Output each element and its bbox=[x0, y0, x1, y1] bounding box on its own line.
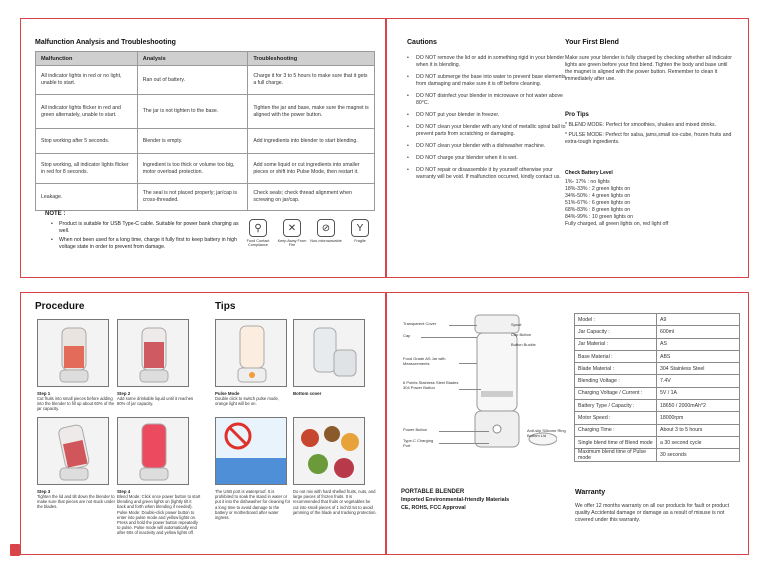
product-info bbox=[401, 489, 509, 511]
callout-cap: Cap bbox=[403, 333, 411, 338]
step1-image bbox=[37, 319, 109, 387]
callout-spout: Spout bbox=[511, 322, 522, 327]
troubleshooting-table bbox=[35, 51, 375, 211]
note-list bbox=[51, 221, 241, 253]
troubleshooting-panel bbox=[20, 18, 386, 278]
table-row bbox=[36, 95, 375, 129]
waterproof-caption bbox=[215, 489, 293, 520]
step2-image bbox=[117, 319, 189, 387]
step4-caption bbox=[117, 489, 201, 536]
battery-item: 34%-50% : 4 green lights on bbox=[565, 193, 631, 199]
table-cell: All indicator lights flicker in red and green alternately, unable to start. bbox=[36, 95, 138, 129]
step-title: Step 1 bbox=[37, 391, 51, 396]
spec-row bbox=[575, 436, 740, 448]
spec-row bbox=[575, 387, 740, 399]
first-blend-text: Make sure your blender is fully charged by checking whether all indicator lights are green before your first blend. Tighten the body and base until the magnet is aligned with the power button. Remember to clean it immediately after use. bbox=[565, 55, 732, 82]
blender-illustration bbox=[38, 418, 109, 485]
spec-label: Model : bbox=[575, 314, 657, 326]
spec-row bbox=[575, 375, 740, 387]
spec-value: 18650 / 2000mAh*2 bbox=[657, 400, 740, 412]
table-cell: All indicator lights in red or no light, unable to start. bbox=[36, 66, 138, 95]
bottom-cover-image bbox=[293, 319, 365, 387]
blender-illustration bbox=[216, 320, 287, 387]
callout-lid: Transparent Cover bbox=[403, 321, 437, 326]
waterproof-image bbox=[215, 417, 287, 485]
food-contact-symbol bbox=[241, 219, 275, 248]
symbol-label: Keep Away From Fire bbox=[277, 239, 307, 248]
table-cell: Ran out of battery. bbox=[137, 66, 248, 95]
note-item: • When not been used for a long time, charge it fully first to keep battery in high voltage state in order to prevent from damage. bbox=[51, 237, 241, 251]
spec-label: Blade Material : bbox=[575, 363, 657, 375]
spec-value: 30 seconds bbox=[657, 449, 740, 462]
spec-row bbox=[575, 449, 740, 462]
step3-image bbox=[37, 417, 109, 485]
troubleshooting-title: Malfunction Analysis and Troubleshooting bbox=[35, 39, 176, 46]
caution-item: • DO NOT remove the lid or add in something rigid in your blender when it is blending. bbox=[407, 55, 567, 69]
spec-row bbox=[575, 338, 740, 350]
col-header-analysis: Analysis bbox=[137, 52, 248, 66]
keep-away-from-fire-icon: ✕ bbox=[283, 219, 301, 237]
callout-ring: Anti-slip Silicone Ring Bottom Lid bbox=[527, 428, 566, 438]
specifications-panel bbox=[386, 292, 749, 555]
step4-image bbox=[117, 417, 189, 485]
spec-row bbox=[575, 363, 740, 375]
spec-value: 600ml bbox=[657, 326, 740, 338]
spec-label: Base Material : bbox=[575, 350, 657, 362]
step-title: Step 3 bbox=[37, 489, 51, 494]
cautions-list bbox=[407, 55, 567, 186]
table-cell: The seal is not placed properly; jar/cap is cross-threaded. bbox=[137, 184, 248, 211]
warranty-text: We offer 12 months warranty on all our products for fault or product quality Accidental damage or damage as a result of misuse is not covered under this warranty. bbox=[575, 503, 730, 523]
caution-item: • DO NOT clean your blender with a dishwasher machine. bbox=[407, 143, 567, 150]
ingredients-image bbox=[293, 417, 365, 485]
food-contact-icon: ⚲ bbox=[249, 219, 267, 237]
step3-caption bbox=[37, 489, 115, 510]
spec-value: AS bbox=[657, 338, 740, 350]
spec-label: Jar Material : bbox=[575, 338, 657, 350]
spec-value: 5V / 1A bbox=[657, 387, 740, 399]
spec-value: 304 Stainless Steel bbox=[657, 363, 740, 375]
spec-table bbox=[574, 313, 740, 462]
table-cell: Stop working after 5 seconds. bbox=[36, 129, 138, 154]
step-title: Step 4 bbox=[117, 489, 131, 494]
table-cell: Add some liquid or cut ingredients into smaller pieces or shift into Pulse Mode, then restart it. bbox=[248, 154, 375, 184]
callout-power: Power Button bbox=[403, 427, 428, 432]
table-cell: Blender is empty. bbox=[137, 129, 248, 154]
caution-item: • DO NOT submerge the base into water to prevent base elements from damaging and make sure it is off before cleaning. bbox=[407, 74, 567, 88]
spec-label: Motor Speed : bbox=[575, 412, 657, 424]
spec-value: a 30 second cycle bbox=[657, 436, 740, 448]
product-materials: Imported Environmental-friendly Materials bbox=[401, 497, 510, 503]
step-text: Cut fruits into small pieces before adding into the blender to fill up about 60% of the jar capacity. bbox=[37, 396, 115, 412]
caution-item: • DO NOT charge your blender when it is wet. bbox=[407, 155, 567, 162]
table-cell: Charge it for 3 to 5 hours to make sure that it gets a full charge. bbox=[248, 66, 375, 95]
tip-text: The USB port is waterproof. It is prohibited to soak the stand in water or put it into the dishwasher for cleaning for a long time to avoid damage to the battery or motherboard after water ingress. bbox=[215, 489, 291, 521]
caution-item: • DO NOT disinfect your blender in microwave or hot water above 80°C. bbox=[407, 93, 567, 107]
procedure-panel bbox=[20, 292, 386, 555]
step-text: Tighten the lid and tilt down the blender to make sure that pieces are not stuck under the blades. bbox=[37, 494, 115, 510]
tip-title: Bottom cover bbox=[293, 391, 322, 396]
battery-item: 51%-67% : 6 green lights on bbox=[565, 200, 631, 206]
step-text: Add some drinkable liquid until it reaches 80% of jar capacity. bbox=[117, 396, 194, 407]
spec-label: Charging Time : bbox=[575, 424, 657, 436]
battery-item: 18%-33% : 2 green lights on bbox=[565, 186, 631, 192]
spec-row bbox=[575, 326, 740, 338]
table-cell: The jar is not tighten to the base. bbox=[137, 95, 248, 129]
spec-value: ABS bbox=[657, 350, 740, 362]
pro-tips-list bbox=[565, 122, 735, 146]
spec-row bbox=[575, 350, 740, 362]
callout-capbutton: Cap Button bbox=[511, 332, 532, 337]
no-soak-icon bbox=[216, 418, 287, 485]
callout-blade: 6 Points Stainless Steel Blades 304 Power Button bbox=[403, 380, 459, 390]
spec-value: About 3 to 5 hours bbox=[657, 424, 740, 436]
spec-label: Blending Voltage : bbox=[575, 375, 657, 387]
pro-tip-item: * PULSE MODE: Perfect for salsa, jams,small ice-cube, frozen fruits and extra-tough ingredients. bbox=[565, 132, 732, 145]
blender-illustration bbox=[118, 320, 189, 387]
callout-typec: Type-C Charging Port bbox=[403, 438, 434, 448]
fragile-icon: Y bbox=[351, 219, 369, 237]
table-cell: Tighten the jar and base, make sure the magnet is aligned with the power button. bbox=[248, 95, 375, 129]
spec-row bbox=[575, 412, 740, 424]
spec-row bbox=[575, 424, 740, 436]
caution-item: • DO NOT clean your blender with any kind of metallic spiral ball to prevent parts from scratching or damaging. bbox=[407, 124, 567, 138]
table-row bbox=[36, 184, 375, 211]
table-row bbox=[36, 66, 375, 95]
step1-caption bbox=[37, 391, 115, 412]
spec-row bbox=[575, 314, 740, 326]
non-microwavable-symbol bbox=[309, 219, 343, 243]
step-text: Blend Mode: Click once power button to start blending and green lights on (lightly tilt it back and forth when blending if needed). Pulse Mode: Double-click power button to enter into pulse mode and yellow lights on. Press and hold the power button repeatedly to pulse. Pulse mode will automatically end after 60s of inactivity and yellow lights off. bbox=[117, 494, 201, 536]
pdf-icon bbox=[10, 544, 20, 556]
step-title: Step 2 bbox=[117, 391, 131, 396]
battery-item: 1%- 17% : no lights bbox=[565, 179, 610, 185]
pulse-mode-image bbox=[215, 319, 287, 387]
procedure-title: Procedure bbox=[35, 301, 85, 312]
blender-illustration bbox=[118, 418, 189, 485]
spec-label: Single blend time of Blend mode bbox=[575, 436, 657, 448]
note-title: NOTE : bbox=[45, 211, 66, 217]
blender-illustration bbox=[38, 320, 109, 387]
tip-title: Pulse Mode bbox=[215, 391, 240, 396]
tips-title: Tips bbox=[215, 301, 236, 312]
col-header-malfunction: Malfunction bbox=[36, 52, 138, 66]
product-certifications: CE, ROHS, FCC Approval bbox=[401, 505, 466, 511]
spec-value: A9 bbox=[657, 314, 740, 326]
tip-text: Do not mix with hard shelled fruits, nuts, and large pieces of frozen fruits. It is recommended that fruits or vegetables be cut into small pieces of 1 inch/2.54 to avoid jamming of the blade and tracking protection. bbox=[293, 489, 377, 515]
battery-item: 84%-99% : 10 green lights on bbox=[565, 214, 634, 220]
warranty-title: Warranty bbox=[575, 489, 606, 496]
callout-buckle: Button Buckle bbox=[511, 342, 536, 347]
symbol-label: Fragile bbox=[354, 239, 366, 243]
table-cell: Check seals; check thread alignment when screwing on jar/cap. bbox=[248, 184, 375, 211]
fragile-symbol bbox=[343, 219, 377, 243]
keep-away-from-fire-symbol bbox=[275, 219, 309, 248]
first-blend-title: Your First Blend bbox=[565, 39, 619, 46]
cautions-title: Cautions bbox=[407, 39, 437, 46]
col-header-troubleshooting: Troubleshooting bbox=[248, 52, 375, 66]
table-row bbox=[36, 129, 375, 154]
product-name: PORTABLE BLENDER bbox=[401, 489, 465, 495]
callout-jar: Food Grade AS Jar with Measurements bbox=[403, 356, 446, 366]
cautions-panel bbox=[386, 18, 749, 278]
spec-value: 18000rpm bbox=[657, 412, 740, 424]
table-cell: Ingredient is too thick or volume too big, motor overload protection. bbox=[137, 154, 248, 184]
pro-tip-item: * BLEND MODE: Perfect for smoothies, shakes and mixed drinks. bbox=[565, 122, 717, 128]
spec-label: Charging Voltage / Current : bbox=[575, 387, 657, 399]
step2-caption bbox=[117, 391, 197, 406]
pro-tips-title: Pro Tips bbox=[565, 112, 589, 118]
tip-text: Double click to switch pulse mode, orange light will be on. bbox=[215, 396, 280, 407]
pulse-mode-caption bbox=[215, 391, 293, 406]
table-row bbox=[36, 154, 375, 184]
symbol-label: Food Contact Compliance bbox=[246, 239, 270, 248]
battery-list bbox=[565, 179, 735, 228]
battery-title: Check Battery Level bbox=[565, 170, 613, 176]
table-cell: Add ingredients into blender to start blending. bbox=[248, 129, 375, 154]
spec-label: Maximum blend time of Pulse mode bbox=[575, 449, 657, 462]
caution-item: • DO NOT repair or disassemble it by yourself otherwise your warranty will be void. If malfunction occurred, kindly contact us. bbox=[407, 167, 567, 181]
note-item: • Product is suitable for USB Type-C cable. Suitable for power bank charging as well. bbox=[51, 221, 241, 235]
table-cell: Leakage. bbox=[36, 184, 138, 211]
battery-item: Fully charged, all green lights on, red light off bbox=[565, 221, 669, 227]
blender-illustration bbox=[294, 320, 365, 387]
spec-label: Jar Capacity : bbox=[575, 326, 657, 338]
non-microwavable-icon: ⊘ bbox=[317, 219, 335, 237]
spec-row bbox=[575, 400, 740, 412]
table-cell: Stop working, all indicator lights flicker in red for 8 seconds. bbox=[36, 154, 138, 184]
ingredients-caption bbox=[293, 489, 377, 515]
bottom-cover-caption bbox=[293, 391, 371, 396]
symbol-label: Non-microwavable bbox=[310, 239, 342, 243]
spec-label: Battery Type / Capacity : bbox=[575, 400, 657, 412]
caution-item: • DO NOT put your blender in freezer. bbox=[407, 112, 567, 119]
spec-value: 7.4V bbox=[657, 375, 740, 387]
battery-item: 68%-83% : 8 green lights on bbox=[565, 207, 631, 213]
fruits-illustration bbox=[294, 418, 365, 485]
